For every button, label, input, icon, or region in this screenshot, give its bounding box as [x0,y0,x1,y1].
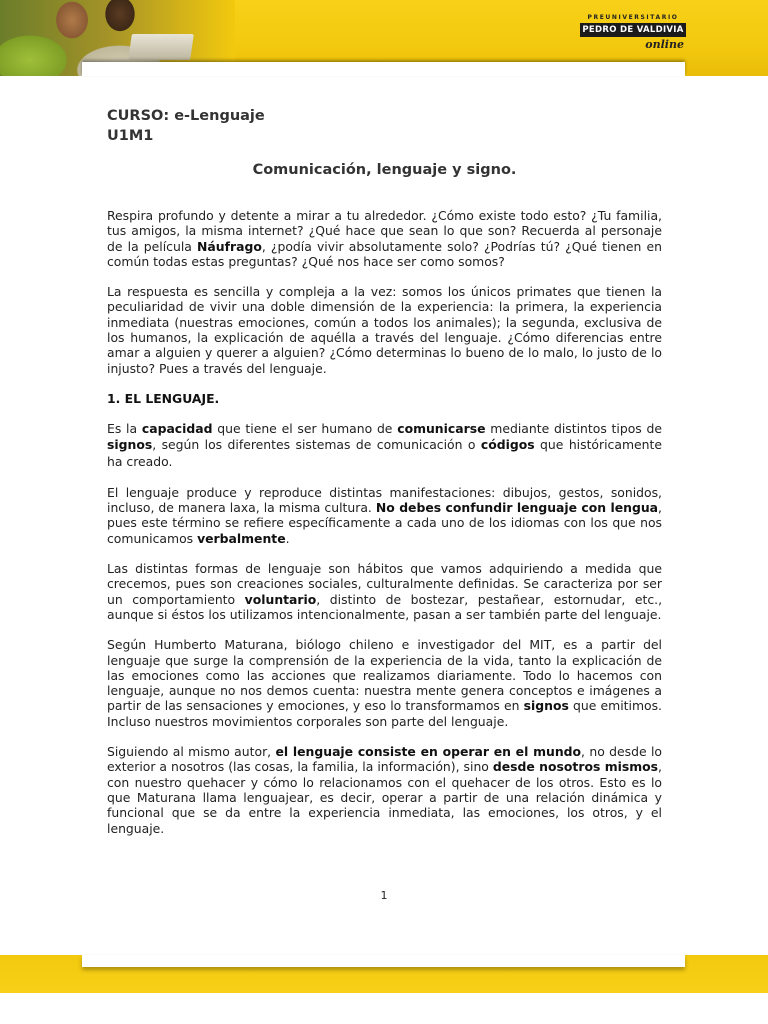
bold-text: No debes confundir lenguaje con lengua [375,500,659,516]
logo-main-text: PEDRO DE VALDIVIA [580,23,686,37]
bold-text: voluntario [244,591,317,607]
text-run: , ¿podía vivir absolutamente solo? ¿Podrías tú? ¿Qué tienen en común todas estas preguntas? ¿Qué nos hace ser como somos? [107,238,662,269]
course-line: CURSO: e-Lenguaje [107,108,265,124]
paragraph-answer [107,284,662,376]
text-run: , distinto de bostezar, pestañear, estornudar, etc., aunque si éstos los utilizamos intencionalmente, pasan a ser también parte del lenguaje. [107,591,663,622]
text-run: Según Humberto Maturana, biólogo chileno e investigador del MIT, es a partir del lenguaje que surge la comprensión de la experiencia de la vida, tanto la explicación de las emociones como las acciones que realizamos diariamente. Todo lo hacemos con lenguaje, aunque no nos demos cuenta: nuestra mente genera conceptos e imágenes a partir de las sensaciones y emociones, y eso lo transformamos en [107,637,662,714]
paragraph-definition [107,421,662,470]
bold-text: verbalmente [197,530,286,546]
text-run: Siguiendo al mismo autor, [107,744,276,760]
text-run: que emitimos. Incluso nuestros movimientos corporales son parte del lenguaje. [107,698,662,729]
text-run: , según los diferentes sistemas de comunicación o [152,437,481,453]
text-run: Es la [107,420,142,436]
brand-logo [580,14,686,58]
text-run: Las distintas formas de lenguaje son hábitos que vamos adquiriendo a medida que crecemos, pues son creaciones sociales, culturalmente definidas. Se caracteriza por ser un comportamiento [107,561,662,607]
bold-text: capacidad [141,420,213,436]
text-run: La respuesta es sencilla y compleja a la vez: somos los únicos primates que tienen la peculiaridad de vivir una doble dimensión de la experiencia: la primera, la experiencia inmediata (nuestras emociones, común a todos los animales); la segunda, exclusiva de los humanos, la explicación de aquélla a través del lenguaje. ¿Cómo diferencias entre amar a alguien y querer a alguien? ¿Cómo determinas lo bueno de lo malo, lo justo de lo injusto? Pues a través del lenguaje. [107,284,662,376]
text-run: que históricamente ha creado. [107,437,662,469]
text-run: Respira profundo y detente a mirar a tu alrededor. ¿Cómo existe todo esto? ¿Tu familia, tus amigos, la misma internet? ¿Qué hace que sean lo que son? Recuerda al personaje de la película [107,208,662,254]
section-heading: 1. EL LENGUAJE. [107,390,220,406]
page-sheet-bottom [82,955,685,967]
bold-text: signos [107,437,153,453]
document-title: Comunicación, lenguaje y signo. [252,162,517,178]
text-run: que tiene el ser humano de [212,420,398,436]
bold-text: códigos [480,437,535,453]
text-run: , pues este término se refiere específicamente a cada uno de los idiomas con los que nos comunicamos [107,500,662,546]
text-run: , con nuestro quehacer y cómo lo relacionamos con el quehacer de los otros. Esto es lo que Maturana llama lenguajear, es decir, operar a partir de una relación dinámica y funcional que se da entre la experiencia inmediata, las emociones, los otros, y el lenguaje. [107,759,662,836]
bold-text: desde nosotros mismos [492,759,659,775]
logo-sub-text: online [645,38,684,51]
text-run: , no desde lo exterior a nosotros (las cosas, la familia, la información), sino [107,744,663,775]
paragraph-lenguajear [107,744,662,836]
text-run: mediante distintos tipos de [485,420,663,436]
bold-text: Náufrago [197,238,262,254]
bold-text: comunicarse [397,420,486,436]
paragraph-maturana [107,637,662,729]
laptop-image [128,34,194,60]
text-run: El lenguaje produce y reproduce distintas manifestaciones: dibujos, gestos, sonidos, incluso, de manera laxa, la misma cultura. [107,484,662,516]
paragraph-forms [107,561,662,622]
unit-line: U1M1 [107,128,154,144]
logo-top-text: PREUNIVERSITARIO [587,14,679,21]
bold-text: signos [523,698,569,714]
paragraph-intro [107,208,662,269]
bold-text: el lenguaje consiste en operar en el mundo [275,744,582,760]
page-sheet-top [82,62,685,76]
document-body [107,106,662,851]
page-number: 1 [380,889,388,902]
text-run: . [285,530,290,546]
paragraph-manifestations [107,485,662,546]
